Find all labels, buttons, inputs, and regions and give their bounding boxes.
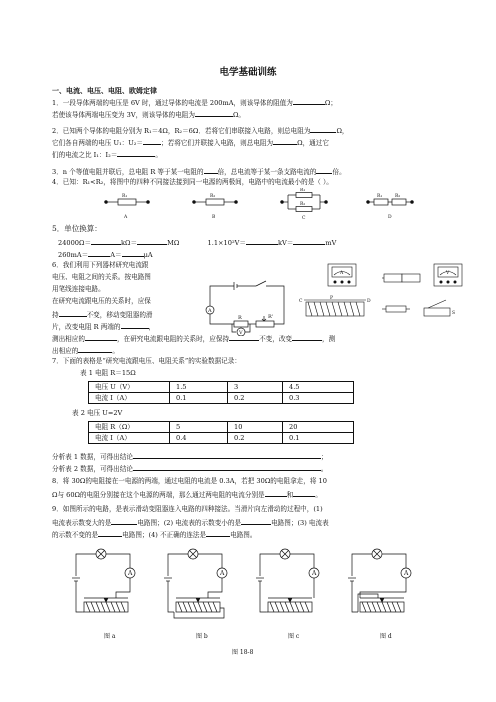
answer-blank[interactable]	[265, 488, 287, 497]
lamp-icon	[280, 549, 290, 559]
svg-text:V: V	[446, 271, 450, 276]
q9-line1: 9．如图所示的电路，是表示滑动变阻器连入电路的四种接法。当滑片向左滑动的过程中，(1)	[52, 505, 323, 513]
svg-text:A: A	[340, 271, 344, 276]
lamp-icon	[372, 549, 382, 559]
answer-blank[interactable]	[292, 332, 322, 341]
option-label: A	[124, 215, 128, 220]
table-row: 电压 U（V） 1.5 3 4.5	[89, 382, 354, 393]
answer-blank[interactable]	[195, 108, 233, 117]
answer-blank[interactable]	[204, 165, 218, 174]
answer-blank[interactable]	[117, 148, 155, 157]
battery-icon	[348, 578, 356, 581]
svg-text:R: R	[238, 315, 242, 321]
figure-caption-b: 图 b	[196, 633, 208, 640]
rheostat-icon	[176, 598, 220, 612]
answer-blank[interactable]	[293, 236, 325, 245]
resistor-label: R₂	[300, 202, 306, 207]
q9-line3: 的示数不变的是 电路图；(4) 不正确的连法是 电路图。	[52, 528, 257, 541]
q4-line: 4．已知：R₁<R₂，将图中的四种不同接法接到同一电源的两极间，电路中的电流最小的是（ ）。	[52, 178, 333, 186]
option-label: B	[212, 215, 216, 220]
resistor-component-icon	[382, 306, 410, 312]
svg-text:A: A	[208, 308, 212, 314]
q6-line4: 在研究电流跟电压的关系时，应保	[52, 297, 151, 305]
q8-line2: Ω与 60Ω的电阻分别接在这个电源的两端，那么通过两电阻的电流分别是 和 。	[52, 488, 322, 501]
ammeter-icon	[125, 568, 135, 578]
svg-text:S: S	[452, 311, 456, 316]
figure-caption-c: 图 c	[288, 633, 300, 640]
answer-blank[interactable]	[88, 248, 110, 257]
answer-blank[interactable]	[241, 516, 271, 525]
page-title: 电学基础训练	[219, 67, 277, 78]
q2-line1: 2．已知两个导体的电阻分别为 R₁＝4Ω，R₂＝6Ω．若将它们串联接入电路，则总电阻为 Ω，	[52, 124, 349, 137]
answer-blank[interactable]	[59, 308, 87, 317]
q6-line3: 用笔线连接电路。	[52, 285, 105, 293]
ammeter-icon	[328, 264, 356, 286]
answer-blank[interactable]	[121, 320, 149, 329]
answer-blank[interactable]	[133, 462, 321, 471]
q7-line: 7．下面的表格是“研究电流跟电压、电阻关系”的实验数据记录：	[52, 357, 241, 365]
q1-line1: 1．一段导体两端的电压是 6V 时，通过导体的电流是 200mA，则该导体的阻值为 Ω；	[52, 96, 337, 109]
table1-caption: 表 1 电阻 R＝15Ω	[80, 369, 136, 377]
q9-circuit-figures	[66, 546, 426, 630]
q6-line8: 出相应的 。	[52, 344, 119, 357]
ammeter-icon	[309, 568, 319, 578]
battery-icon	[164, 578, 172, 581]
answer-blank[interactable]	[78, 344, 112, 353]
q8-line1: 8．将 30Ω的电阻接在一电源的两端，通过电阻的电流是 0.3A，若把 30Ω的电阻拿走，将 10	[52, 477, 327, 485]
rheostat-icon	[84, 598, 128, 612]
rheostat-icon	[360, 598, 404, 612]
ammeter-icon	[401, 568, 411, 578]
q9-circuit-a	[72, 549, 135, 612]
figure-caption-d: 图 d	[380, 633, 392, 640]
q3-line: 3．n 个等值电阻并联后，总电阻 R 等于某一电阻的 倍，总电流等于某一条支路电流的 倍。	[52, 165, 346, 178]
q1-line2: 若使该导体两端电压变为 3V，则该导体的电阻为 Ω。	[52, 108, 245, 121]
table-row: 电流 I（A） 0.1 0.2 0.3	[89, 393, 354, 404]
q5-row1: 24000Ω＝ kΩ＝ MΩ 1.1×10²V＝ kV＝ mV	[58, 236, 336, 249]
voltmeter-icon	[434, 264, 462, 286]
q7-analysis1: 分析表 1 数据，可得出结论 ；	[52, 450, 328, 463]
resistor-label: R₁	[122, 194, 128, 199]
q9-circuit-d	[348, 549, 411, 612]
svg-text:P: P	[330, 296, 334, 301]
rheostat-icon	[268, 598, 312, 612]
rheostat-icon	[299, 295, 371, 316]
lamp-icon	[188, 549, 198, 559]
q2-line3: 们的电流之比 I₁：I₂＝ 。	[52, 148, 162, 161]
answer-blank[interactable]	[206, 528, 230, 537]
q6-equipment-drawing	[296, 262, 476, 332]
figure-caption-a: 图 a	[104, 633, 116, 640]
q7-analysis2: 分析表 2 数据，可得出结论 。	[52, 462, 328, 475]
answer-blank[interactable]	[122, 248, 144, 257]
q9-circuit-c	[256, 549, 319, 612]
q6-line2: 电压、电阻之间的关系。按电路图	[52, 273, 151, 281]
resistor-label: R₂	[210, 194, 216, 199]
svg-text:R': R'	[268, 314, 274, 320]
option-a-circuit	[105, 193, 150, 220]
option-label: C	[302, 216, 306, 220]
answer-blank[interactable]	[85, 332, 117, 341]
switch-icon	[424, 300, 455, 316]
answer-blank[interactable]	[111, 516, 137, 525]
ammeter-label: A	[404, 570, 409, 577]
q6-line6: 片，改变电阻 R 两端的 ，	[52, 320, 155, 333]
q4-circuit-options	[104, 188, 414, 220]
q6-circuit-diagram	[200, 280, 296, 336]
battery-icon	[256, 578, 264, 581]
table-row: 电阻 R（Ω） 5 10 20	[89, 422, 354, 433]
battery-icon	[382, 274, 420, 282]
lamp-icon	[96, 549, 106, 559]
answer-blank[interactable]	[273, 136, 297, 145]
q5-row2: 260mA＝ A＝ μA	[58, 248, 153, 261]
q6-line1: 6．我们利用下列器材研究电流跟	[52, 261, 149, 269]
option-d-circuit	[367, 193, 414, 220]
ammeter-label: A	[128, 570, 133, 577]
option-label: D	[388, 215, 392, 220]
table2-caption: 表 2 电压 U=2V	[72, 409, 123, 417]
svg-text:V: V	[239, 330, 243, 336]
ammeter-label: A	[312, 570, 317, 577]
svg-text:D: D	[367, 299, 371, 304]
answer-blank[interactable]	[310, 124, 336, 133]
section-heading: 一、电流、电压、电阻、欧姆定律	[52, 86, 157, 95]
answer-blank[interactable]	[137, 236, 167, 245]
answer-blank[interactable]	[143, 136, 161, 145]
ammeter-label: A	[220, 570, 225, 577]
figure-number: 图 18-8	[232, 649, 254, 656]
table1	[88, 381, 354, 404]
answer-blank[interactable]	[133, 450, 321, 459]
q9-circuit-b	[164, 549, 227, 618]
answer-blank[interactable]	[246, 236, 278, 245]
answer-blank[interactable]	[316, 165, 332, 174]
option-b-circuit	[193, 193, 238, 220]
resistor-label: R₂	[395, 194, 401, 199]
answer-blank[interactable]	[293, 488, 315, 497]
resistor-label: R₁	[377, 194, 383, 199]
ammeter-icon	[217, 568, 227, 578]
q2-line2: 它们各自两端的电压 U₁：U₂＝ ；若将它们并联接入电路，则总电阻为 Ω，通过它	[52, 136, 329, 149]
option-c-circuit	[281, 188, 328, 220]
svg-text:C: C	[299, 299, 303, 304]
battery-icon	[72, 578, 80, 581]
answer-blank[interactable]	[293, 96, 325, 105]
q6-line7: 测出相应的 ，在研究电流跟电阻的关系时，应保持 不变，改变 ，测	[52, 332, 335, 345]
answer-blank[interactable]	[91, 236, 121, 245]
resistor-label: R₁	[300, 188, 306, 193]
table2	[88, 421, 354, 444]
answer-blank[interactable]	[98, 528, 122, 537]
q9-line2: 电流表示数变大的是 电路图；(2) 电流表的示数变小的是 电路图；(3) 电流表	[52, 516, 329, 529]
table-row: 电流 I（A） 0.4 0.2 0.1	[89, 433, 354, 444]
q6-line5: 持 不变，移动变阻器的滑	[52, 308, 153, 321]
q5-line: 5．单位换算：	[52, 224, 102, 233]
